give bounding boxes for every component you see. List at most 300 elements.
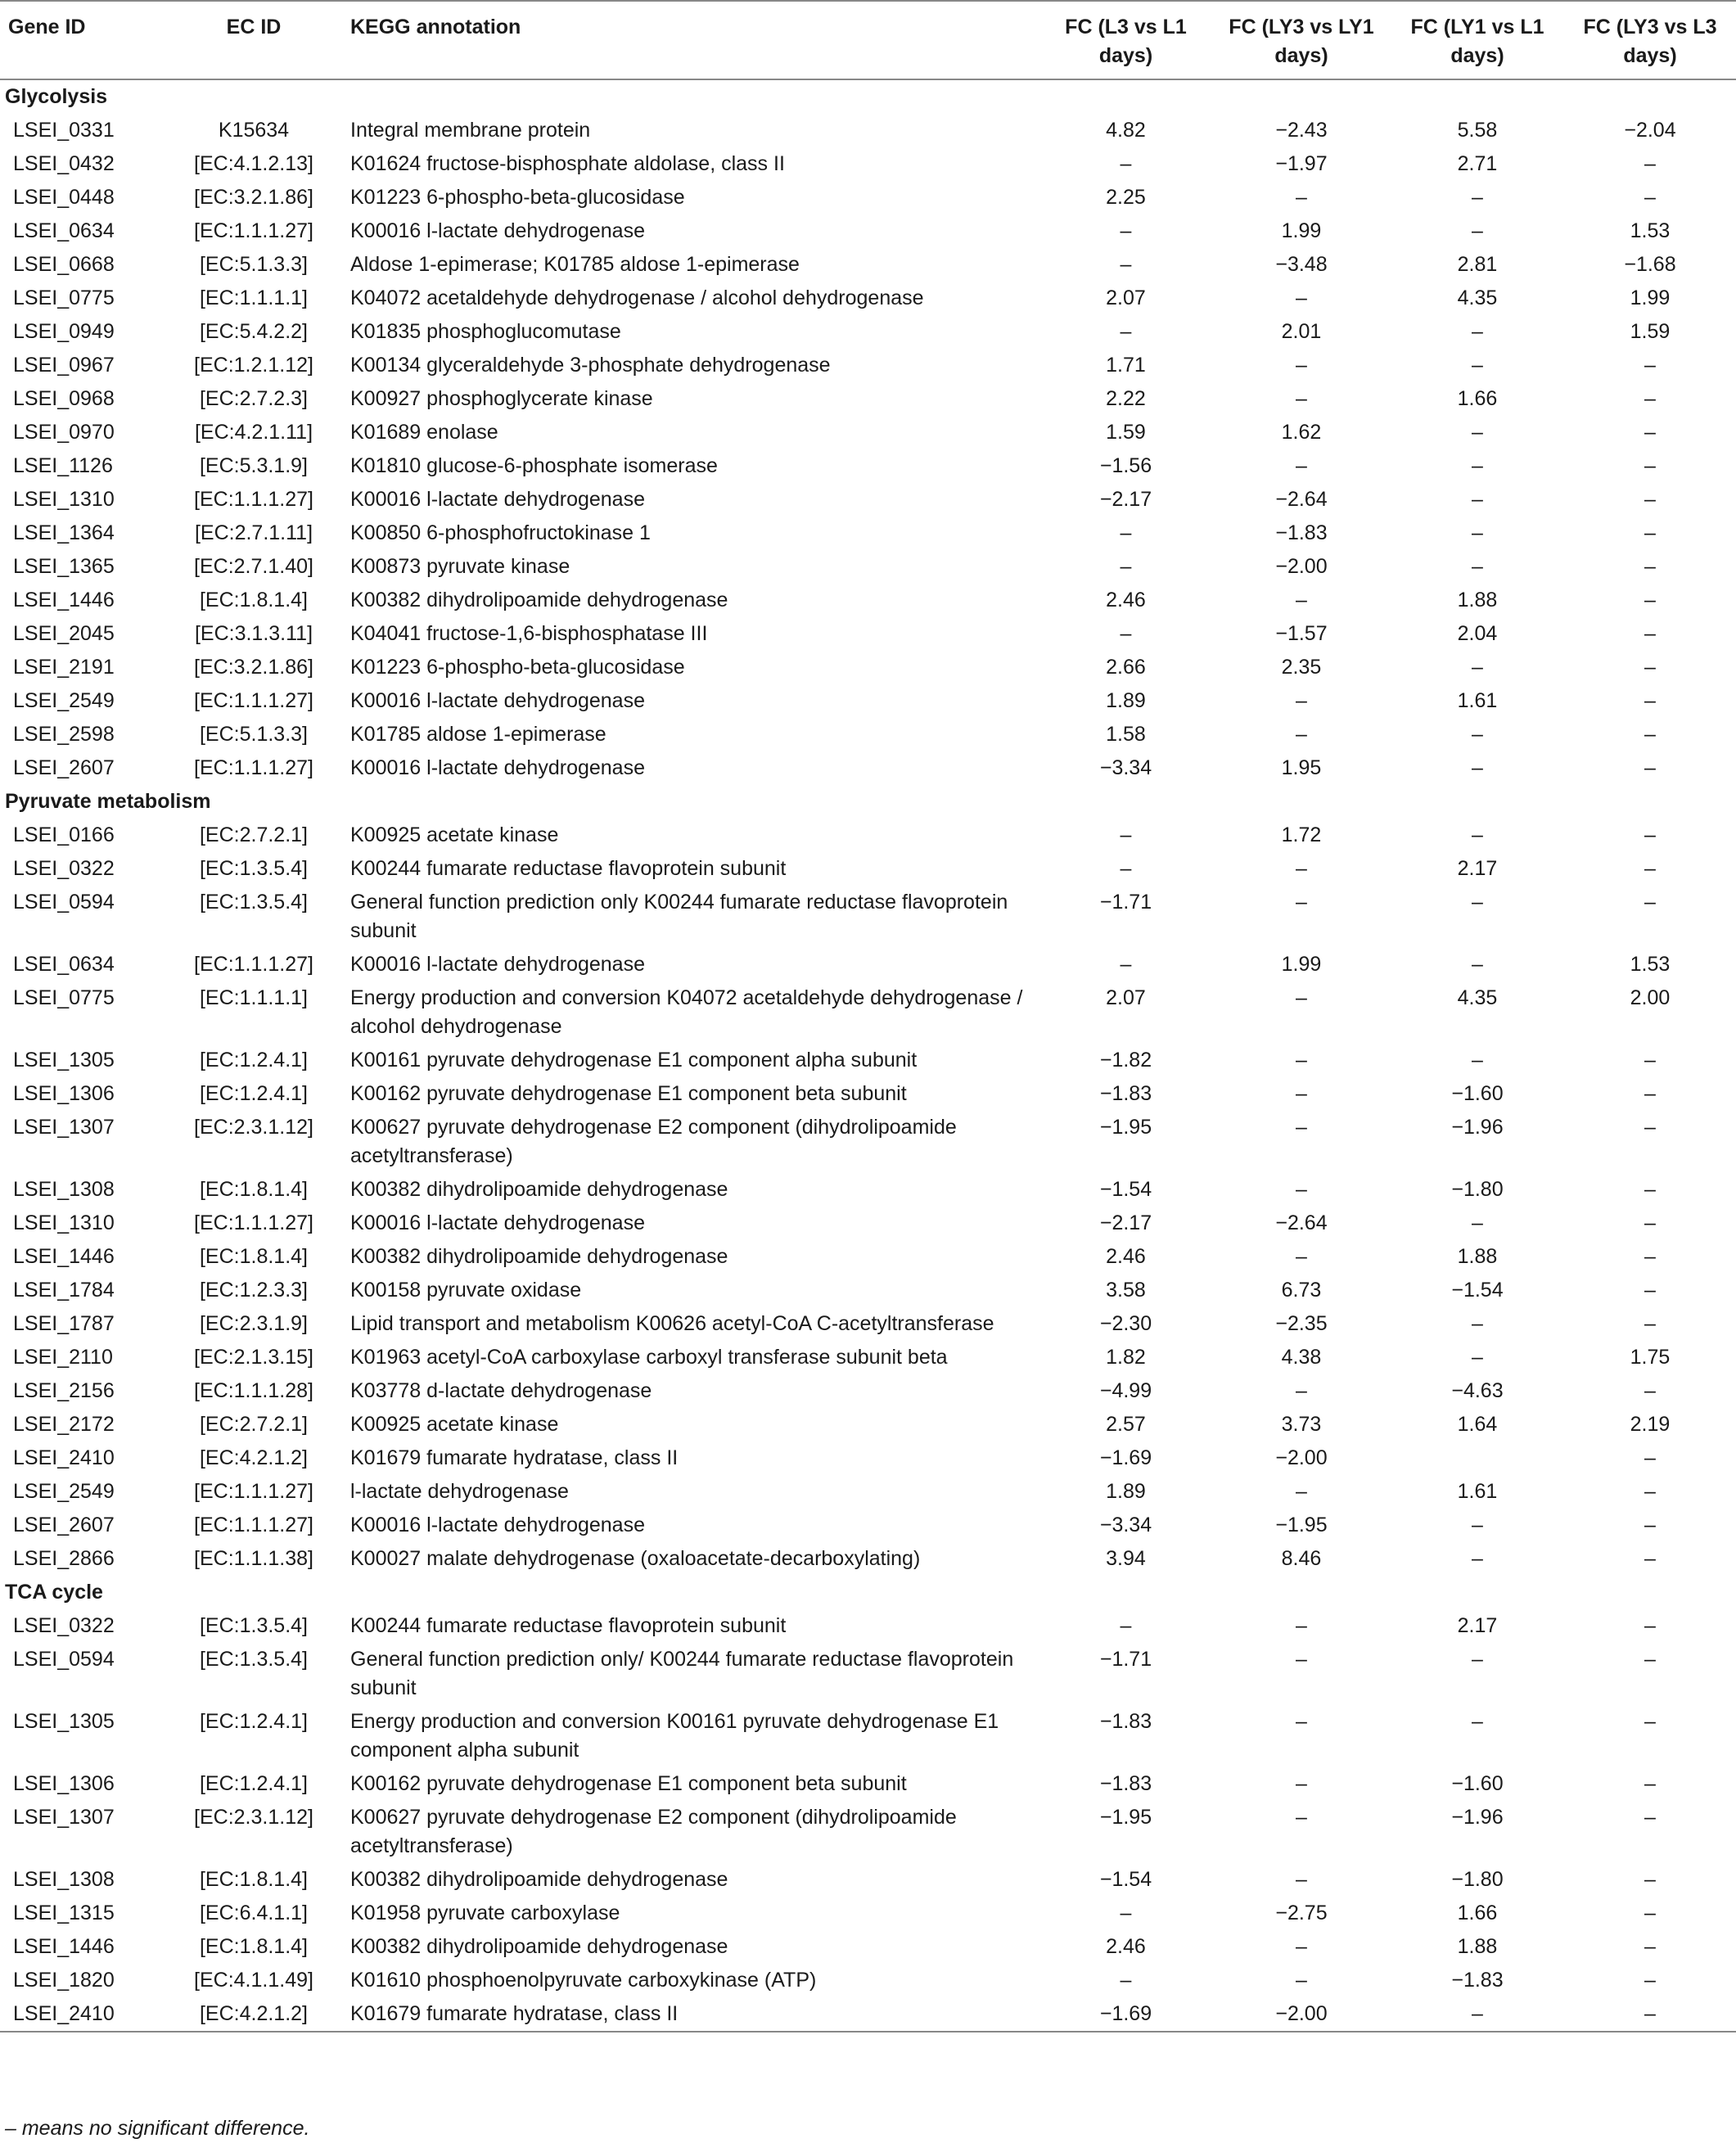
ec-id-cell: [EC:1.1.1.28] [194,1379,313,1402]
fc-ly1-vs-l1-cell: – [1472,488,1483,511]
ec-id-cell: [EC:1.3.5.4] [199,857,309,880]
gene-id-cell: LSEI_2607 [13,1514,115,1536]
gene-id-cell: LSEI_0968 [13,387,115,410]
fc-ly3-vs-l3-cell: – [1644,1245,1656,1268]
ec-id-cell: [EC:4.1.1.49] [194,1969,313,1992]
fc-l3-vs-l1-cell: −3.34 [1099,1514,1152,1536]
fc-l3-vs-l1-cell: – [1120,253,1132,276]
fc-l3-vs-l1-cell: −1.56 [1099,454,1152,477]
ec-id-cell: [EC:1.8.1.4] [199,1178,309,1201]
kegg-annotation-cell: General function prediction only/ K00244 fumarate reductase flavoprotein subunit [350,1648,1014,1699]
fc-ly3-vs-ly1-cell: 2.35 [1281,656,1322,679]
table-row [0,1173,1736,1207]
kegg-annotation-cell: K00244 fumarate reductase flavoprotein subunit [350,857,787,880]
kegg-annotation-cell: K00016 l-lactate dehydrogenase [350,1211,645,1234]
fc-ly1-vs-l1-cell: – [1472,1547,1483,1570]
fc-ly1-vs-l1-cell: −1.80 [1451,1868,1504,1891]
gene-id-cell: LSEI_1306 [13,1772,115,1795]
kegg-annotation-cell: Lipid transport and metabolism K00626 acetyl-CoA C-acetyltransferase [350,1312,994,1335]
fc-ly3-vs-l3-cell: 1.75 [1630,1346,1671,1369]
table-row [0,1643,1736,1705]
section-title: Pyruvate metabolism [5,790,211,813]
table-body [0,79,1736,2032]
fc-ly1-vs-l1-cell: −4.63 [1451,1379,1504,1402]
fc-ly3-vs-ly1-cell: −2.64 [1275,488,1328,511]
gene-id-cell: LSEI_2866 [13,1547,115,1570]
gene-id-cell: LSEI_1315 [13,1902,115,1924]
fc-ly1-vs-l1-cell: – [1472,320,1483,343]
fc-ly3-vs-ly1-cell: −3.48 [1275,253,1328,276]
table-row [0,1863,1736,1897]
table-row [0,1475,1736,1509]
kegg-annotation-cell: K01689 enolase [350,421,498,444]
ec-id-cell: [EC:1.2.1.12] [194,354,313,377]
fc-l3-vs-l1-cell: −1.71 [1099,1648,1152,1671]
fc-ly3-vs-l3-cell: – [1644,1211,1656,1234]
fc-l3-vs-l1-cell: 4.82 [1106,119,1146,142]
fc-ly3-vs-l3-cell: – [1644,354,1656,377]
fc-ly3-vs-l3-cell: – [1644,656,1656,679]
table-row [0,483,1736,517]
gene-id-cell: LSEI_0668 [13,253,115,276]
fc-ly1-vs-l1-cell: – [1472,723,1483,746]
fc-ly3-vs-ly1-cell: – [1296,857,1307,880]
gene-id-cell: LSEI_1364 [13,521,115,544]
ec-id-cell: [EC:2.3.1.9] [199,1312,309,1335]
kegg-annotation-cell: K00162 pyruvate dehydrogenase E1 component beta subunit [350,1082,907,1105]
kegg-annotation-cell: K00627 pyruvate dehydrogenase E2 component (dihydrolipoamide acetyltransferase) [350,1116,957,1167]
fc-ly3-vs-ly1-cell: 1.99 [1281,219,1322,242]
kegg-annotation-cell: K00134 glyceraldehyde 3-phosphate dehydrogenase [350,354,831,377]
table-row [0,449,1736,483]
fc-ly1-vs-l1-cell: – [1472,1211,1483,1234]
section-row [0,785,1736,819]
fc-ly3-vs-ly1-cell: – [1296,1806,1307,1829]
section-row [0,79,1736,114]
kegg-annotation-cell: K00925 acetate kinase [350,823,559,846]
fc-ly3-vs-ly1-cell: – [1296,1868,1307,1891]
header-fc-l3-vs-l1: FC (L3 vs L1 days) [1039,1,1212,79]
table-row [0,1077,1736,1111]
fc-l3-vs-l1-cell: 2.07 [1106,986,1146,1009]
gene-id-cell: LSEI_1305 [13,1710,115,1733]
ec-id-cell: [EC:1.8.1.4] [199,1935,309,1958]
fc-ly3-vs-ly1-cell: – [1296,354,1307,377]
fc-ly3-vs-l3-cell: – [1644,689,1656,712]
fc-ly1-vs-l1-cell: – [1472,454,1483,477]
ec-id-cell: [EC:1.2.3.3] [199,1279,309,1302]
ec-id-cell: [EC:1.2.4.1] [199,1049,309,1071]
kegg-annotation-cell: K01624 fructose-bisphosphate aldolase, class II [350,152,785,175]
fc-l3-vs-l1-cell: −1.69 [1099,1446,1152,1469]
fc-ly3-vs-l3-cell: – [1644,756,1656,779]
gene-id-cell: LSEI_2156 [13,1379,115,1402]
fc-ly3-vs-ly1-cell: 1.72 [1281,823,1322,846]
kegg-annotation-cell: K00161 pyruvate dehydrogenase E1 component alpha subunit [350,1049,918,1071]
table-row [0,852,1736,886]
fc-ly3-vs-l3-cell: – [1644,1969,1656,1992]
header-gene-id: Gene ID [0,1,164,79]
header-kegg-annotation: KEGG annotation [344,1,1039,79]
ec-id-cell: K15634 [218,119,290,142]
fc-ly1-vs-l1-cell: – [1472,555,1483,578]
fc-ly1-vs-l1-cell: −1.60 [1451,1772,1504,1795]
gene-id-cell: LSEI_0634 [13,219,115,242]
kegg-annotation-cell: K00927 phosphoglycerate kinase [350,387,653,410]
table-row [0,1374,1736,1408]
fc-l3-vs-l1-cell: −2.30 [1099,1312,1152,1335]
table-row [0,550,1736,584]
kegg-annotation-cell: K00016 l-lactate dehydrogenase [350,488,645,511]
fc-ly3-vs-ly1-cell: – [1296,723,1307,746]
fc-ly3-vs-l3-cell: – [1644,421,1656,444]
fc-ly3-vs-l3-cell: – [1644,387,1656,410]
ec-id-cell: [EC:1.1.1.27] [194,756,313,779]
fc-ly3-vs-l3-cell: 2.00 [1630,986,1671,1009]
table-row [0,248,1736,282]
fc-l3-vs-l1-cell: – [1120,857,1132,880]
fc-ly1-vs-l1-cell: 5.58 [1457,119,1498,142]
fc-ly1-vs-l1-cell: – [1472,1312,1483,1335]
fc-ly3-vs-ly1-cell: 1.99 [1281,953,1322,976]
ec-id-cell: [EC:5.1.3.3] [199,723,309,746]
fc-ly3-vs-ly1-cell: 2.01 [1281,320,1322,343]
fc-ly1-vs-l1-cell: – [1472,2002,1483,2025]
fc-l3-vs-l1-cell: −1.95 [1099,1116,1152,1139]
fc-ly1-vs-l1-cell: −1.96 [1451,1116,1504,1139]
fc-ly3-vs-ly1-cell: – [1296,1648,1307,1671]
gene-id-cell: LSEI_0949 [13,320,115,343]
ec-id-cell: [EC:1.1.1.27] [194,953,313,976]
table-row [0,1705,1736,1767]
table-row [0,981,1736,1044]
fc-ly3-vs-ly1-cell: −1.97 [1275,152,1328,175]
fc-ly3-vs-l3-cell: – [1644,1868,1656,1891]
kegg-annotation-cell: K00016 l-lactate dehydrogenase [350,689,645,712]
header-fc-ly3-vs-ly1: FC (LY3 vs LY1 days) [1212,1,1391,79]
kegg-annotation-cell: K03778 d-lactate dehydrogenase [350,1379,652,1402]
kegg-annotation-cell: K01610 phosphoenolpyruvate carboxykinase (ATP) [350,1969,817,1992]
fc-l3-vs-l1-cell: – [1120,1969,1132,1992]
fc-ly3-vs-l3-cell: 1.59 [1630,320,1671,343]
table-row [0,214,1736,248]
fc-l3-vs-l1-cell: 1.58 [1106,723,1146,746]
ec-id-cell: [EC:1.3.5.4] [199,1614,309,1637]
fc-ly3-vs-ly1-cell: −2.00 [1275,555,1328,578]
fc-l3-vs-l1-cell: −1.54 [1099,1868,1152,1891]
kegg-annotation-cell: General function prediction only K00244 fumarate reductase flavoprotein subunit [350,891,1008,942]
fc-ly3-vs-ly1-cell: – [1296,986,1307,1009]
fc-ly3-vs-ly1-cell: −1.95 [1275,1514,1328,1536]
ec-id-cell: [EC:2.7.2.1] [199,1413,309,1436]
fc-ly3-vs-ly1-cell: 4.38 [1281,1346,1322,1369]
fc-ly3-vs-ly1-cell: −2.64 [1275,1211,1328,1234]
fc-ly1-vs-l1-cell: −1.80 [1451,1178,1504,1201]
kegg-annotation-cell: K01679 fumarate hydratase, class II [350,2002,679,2025]
section-row [0,1576,1736,1609]
fc-ly3-vs-ly1-cell: 8.46 [1281,1547,1322,1570]
ec-id-cell: [EC:4.2.1.11] [194,421,313,444]
fc-ly3-vs-l3-cell: – [1644,1614,1656,1637]
fc-l3-vs-l1-cell: 1.89 [1106,1480,1146,1503]
table-row [0,1542,1736,1576]
kegg-annotation-cell: K00244 fumarate reductase flavoprotein subunit [350,1614,787,1637]
fc-ly1-vs-l1-cell: −1.60 [1451,1082,1504,1105]
fc-ly3-vs-l3-cell: – [1644,1710,1656,1733]
ec-id-cell: [EC:1.1.1.38] [194,1547,313,1570]
fc-ly3-vs-ly1-cell: – [1296,1082,1307,1105]
table-row [0,1997,1736,2032]
table-row [0,282,1736,315]
table-row [0,1930,1736,1964]
fc-l3-vs-l1-cell: – [1120,521,1132,544]
ec-id-cell: [EC:1.1.1.27] [194,488,313,511]
footnote: – means no significant difference. [5,2117,310,2140]
fc-l3-vs-l1-cell: −1.83 [1099,1710,1152,1733]
fc-ly3-vs-l3-cell: – [1644,1806,1656,1829]
kegg-annotation-cell: K00382 dihydrolipoamide dehydrogenase [350,1935,728,1958]
ec-id-cell: [EC:4.2.1.2] [199,1446,309,1469]
fc-l3-vs-l1-cell: −1.83 [1099,1772,1152,1795]
ec-id-cell: [EC:2.3.1.12] [194,1806,313,1829]
gene-id-cell: LSEI_0775 [13,286,115,309]
table-row [0,718,1736,751]
gene-id-cell: LSEI_2110 [13,1346,113,1369]
fc-ly1-vs-l1-cell: 2.17 [1457,857,1498,880]
table-row [0,886,1736,948]
fc-l3-vs-l1-cell: −1.95 [1099,1806,1152,1829]
gene-id-cell: LSEI_2191 [13,656,115,679]
fc-ly1-vs-l1-cell: 2.81 [1457,253,1498,276]
fc-ly1-vs-l1-cell: 2.17 [1457,1614,1498,1637]
table-row [0,1897,1736,1930]
fc-ly3-vs-ly1-cell: – [1296,589,1307,611]
fc-ly3-vs-l3-cell: – [1644,723,1656,746]
fc-ly1-vs-l1-cell: – [1472,1514,1483,1536]
gene-id-cell: LSEI_1787 [13,1312,115,1335]
fc-ly3-vs-l3-cell: – [1644,1648,1656,1671]
fc-ly3-vs-l3-cell: – [1644,1312,1656,1335]
ec-id-cell: [EC:2.7.2.1] [199,823,309,846]
fc-l3-vs-l1-cell: −2.17 [1099,488,1152,511]
fc-ly3-vs-ly1-cell: – [1296,1772,1307,1795]
fc-ly1-vs-l1-cell: 4.35 [1457,286,1498,309]
fc-ly3-vs-ly1-cell: – [1296,1245,1307,1268]
fc-ly3-vs-ly1-cell: – [1296,1480,1307,1503]
kegg-annotation-cell: K01679 fumarate hydratase, class II [350,1446,679,1469]
ec-id-cell: [EC:1.1.1.27] [194,1514,313,1536]
table-row [0,416,1736,449]
fc-l3-vs-l1-cell: 3.58 [1106,1279,1146,1302]
fc-l3-vs-l1-cell: – [1120,555,1132,578]
table-row [0,1307,1736,1341]
fc-l3-vs-l1-cell: 2.22 [1106,387,1146,410]
gene-id-cell: LSEI_0594 [13,891,115,914]
gene-id-cell: LSEI_0634 [13,953,115,976]
fc-ly3-vs-ly1-cell: – [1296,1049,1307,1071]
fc-ly3-vs-ly1-cell: 1.95 [1281,756,1322,779]
fc-ly1-vs-l1-cell: 1.88 [1457,1245,1498,1268]
fc-ly1-vs-l1-cell: −1.83 [1451,1969,1504,1992]
gene-id-cell: LSEI_2549 [13,1480,115,1503]
gene-id-cell: LSEI_0775 [13,986,115,1009]
fc-ly1-vs-l1-cell: 1.61 [1457,1480,1498,1503]
fc-l3-vs-l1-cell: −1.71 [1099,891,1152,914]
table-row [0,1341,1736,1374]
fc-ly3-vs-l3-cell: – [1644,1178,1656,1201]
ec-id-cell: [EC:1.1.1.27] [194,689,313,712]
fc-ly3-vs-ly1-cell: −2.35 [1275,1312,1328,1335]
gene-id-cell: LSEI_1307 [13,1806,115,1829]
fc-ly1-vs-l1-cell: 1.64 [1457,1413,1498,1436]
kegg-annotation-cell: K00382 dihydrolipoamide dehydrogenase [350,1178,728,1201]
header-ec-id: EC ID [164,1,344,79]
fc-ly3-vs-ly1-cell: 3.73 [1281,1413,1322,1436]
fc-ly3-vs-ly1-cell: – [1296,891,1307,914]
ec-id-cell: [EC:2.3.1.12] [194,1116,313,1139]
kegg-annotation-cell: K00016 l-lactate dehydrogenase [350,219,645,242]
kegg-annotation-cell: K00382 dihydrolipoamide dehydrogenase [350,1245,728,1268]
fc-l3-vs-l1-cell: 1.59 [1106,421,1146,444]
ec-id-cell: [EC:1.3.5.4] [199,1648,309,1671]
fc-l3-vs-l1-cell: – [1120,1614,1132,1637]
gene-id-cell: LSEI_0967 [13,354,115,377]
gene-id-cell: LSEI_0594 [13,1648,115,1671]
fc-l3-vs-l1-cell: – [1120,320,1132,343]
fc-ly3-vs-ly1-cell: – [1296,1178,1307,1201]
ec-id-cell: [EC:2.1.3.15] [194,1346,313,1369]
fc-ly1-vs-l1-cell: 4.35 [1457,986,1498,1009]
fc-ly3-vs-l3-cell: – [1644,823,1656,846]
fc-ly3-vs-ly1-cell: −2.43 [1275,119,1328,142]
kegg-annotation-cell: K01958 pyruvate carboxylase [350,1902,620,1924]
fc-l3-vs-l1-cell: −4.99 [1099,1379,1152,1402]
gene-id-cell: LSEI_2410 [13,2002,115,2025]
kegg-annotation-cell: K00016 l-lactate dehydrogenase [350,756,645,779]
gene-id-cell: LSEI_1784 [13,1279,115,1302]
kegg-annotation-cell: Energy production and conversion K00161 pyruvate dehydrogenase E1 component alpha subunit [350,1710,999,1762]
gene-id-cell: LSEI_1308 [13,1868,115,1891]
fc-ly3-vs-ly1-cell: – [1296,1710,1307,1733]
table-row [0,147,1736,181]
fc-ly1-vs-l1-cell: – [1472,656,1483,679]
kegg-annotation-cell: K01785 aldose 1-epimerase [350,723,606,746]
fc-ly3-vs-ly1-cell: – [1296,1935,1307,1958]
fc-ly1-vs-l1-cell: 1.61 [1457,689,1498,712]
fc-l3-vs-l1-cell: 2.46 [1106,589,1146,611]
ec-id-cell: [EC:5.4.2.2] [199,320,309,343]
ec-id-cell: [EC:1.1.1.27] [194,219,313,242]
table-row [0,1801,1736,1863]
fc-ly3-vs-l3-cell: – [1644,1514,1656,1536]
fc-ly3-vs-l3-cell: – [1644,454,1656,477]
ec-id-cell: [EC:3.1.3.11] [194,622,313,645]
header-fc-ly3-vs-l3: FC (LY3 vs L3 days) [1564,1,1736,79]
fc-ly1-vs-l1-cell: – [1472,891,1483,914]
kegg-annotation-cell: K00382 dihydrolipoamide dehydrogenase [350,589,728,611]
gene-id-cell: LSEI_2598 [13,723,115,746]
fc-l3-vs-l1-cell: −1.82 [1099,1049,1152,1071]
gene-id-cell: LSEI_1446 [13,1245,115,1268]
section-title: Glycolysis [5,85,108,108]
fc-ly3-vs-l3-cell: – [1644,622,1656,645]
kegg-annotation-cell: K01835 phosphoglucomutase [350,320,621,343]
fc-ly1-vs-l1-cell: – [1472,953,1483,976]
fc-ly1-vs-l1-cell: – [1472,823,1483,846]
fc-ly3-vs-l3-cell: – [1644,1049,1656,1071]
fc-ly3-vs-l3-cell: – [1644,488,1656,511]
fc-l3-vs-l1-cell: 2.25 [1106,186,1146,209]
gene-id-cell: LSEI_1820 [13,1969,115,1992]
fc-ly3-vs-ly1-cell: – [1296,454,1307,477]
kegg-annotation-cell: K00158 pyruvate oxidase [350,1279,582,1302]
fc-ly3-vs-l3-cell: – [1644,1279,1656,1302]
fc-l3-vs-l1-cell: – [1120,219,1132,242]
kegg-annotation-cell: K04072 acetaldehyde dehydrogenase / alcohol dehydrogenase [350,286,924,309]
ec-id-cell: [EC:3.2.1.86] [194,656,313,679]
table-row [0,114,1736,147]
fc-ly3-vs-l3-cell: – [1644,1547,1656,1570]
table-row [0,315,1736,349]
fc-l3-vs-l1-cell: 2.07 [1106,286,1146,309]
fc-ly1-vs-l1-cell: – [1472,1648,1483,1671]
fc-ly3-vs-l3-cell: 2.19 [1630,1413,1671,1436]
fc-l3-vs-l1-cell: – [1120,953,1132,976]
kegg-annotation-cell: K00027 malate dehydrogenase (oxaloacetate-decarboxylating) [350,1547,921,1570]
fc-ly1-vs-l1-cell: 2.71 [1457,152,1498,175]
fc-ly3-vs-l3-cell: −2.04 [1624,119,1676,142]
table-row [0,1767,1736,1801]
fc-ly3-vs-ly1-cell: – [1296,1614,1307,1637]
fc-l3-vs-l1-cell: – [1120,152,1132,175]
gene-id-cell: LSEI_1446 [13,1935,115,1958]
table-row [0,1207,1736,1240]
fc-ly3-vs-ly1-cell: – [1296,689,1307,712]
kegg-annotation-cell: K00627 pyruvate dehydrogenase E2 component (dihydrolipoamide acetyltransferase) [350,1806,957,1857]
table-row [0,349,1736,382]
fc-ly1-vs-l1-cell: 1.66 [1457,1902,1498,1924]
ec-id-cell: [EC:1.8.1.4] [199,1245,309,1268]
table-row [0,651,1736,684]
gene-id-cell: LSEI_1305 [13,1049,115,1071]
fc-ly3-vs-l3-cell: −1.68 [1624,253,1676,276]
table-row [0,517,1736,550]
gene-id-cell: LSEI_0432 [13,152,115,175]
ec-id-cell: [EC:1.8.1.4] [199,589,309,611]
fc-ly3-vs-l3-cell: – [1644,1772,1656,1795]
ec-id-cell: [EC:6.4.1.1] [199,1902,309,1924]
fc-ly1-vs-l1-cell: 1.66 [1457,387,1498,410]
fc-ly3-vs-l3-cell: 1.53 [1630,219,1671,242]
kegg-annotation-cell: K00873 pyruvate kinase [350,555,570,578]
fc-ly3-vs-l3-cell: 1.99 [1630,286,1671,309]
table-row [0,584,1736,617]
fc-ly3-vs-ly1-cell: −1.83 [1275,521,1328,544]
ec-id-cell: [EC:2.7.2.3] [199,387,309,410]
table-row [0,751,1736,785]
table-row [0,1111,1736,1173]
table-row [0,684,1736,718]
gene-id-cell: LSEI_1446 [13,589,115,611]
fc-ly1-vs-l1-cell: – [1472,354,1483,377]
header-fc-ly1-vs-l1: FC (LY1 vs L1 days) [1391,1,1564,79]
fc-ly1-vs-l1-cell: 1.88 [1457,589,1498,611]
fc-l3-vs-l1-cell: −1.83 [1099,1082,1152,1105]
fc-ly3-vs-l3-cell: – [1644,589,1656,611]
kegg-annotation-cell: Aldose 1-epimerase; K01785 aldose 1-epimerase [350,253,800,276]
fc-ly1-vs-l1-cell: – [1472,1346,1483,1369]
fc-ly3-vs-ly1-cell: −2.00 [1275,1446,1328,1469]
